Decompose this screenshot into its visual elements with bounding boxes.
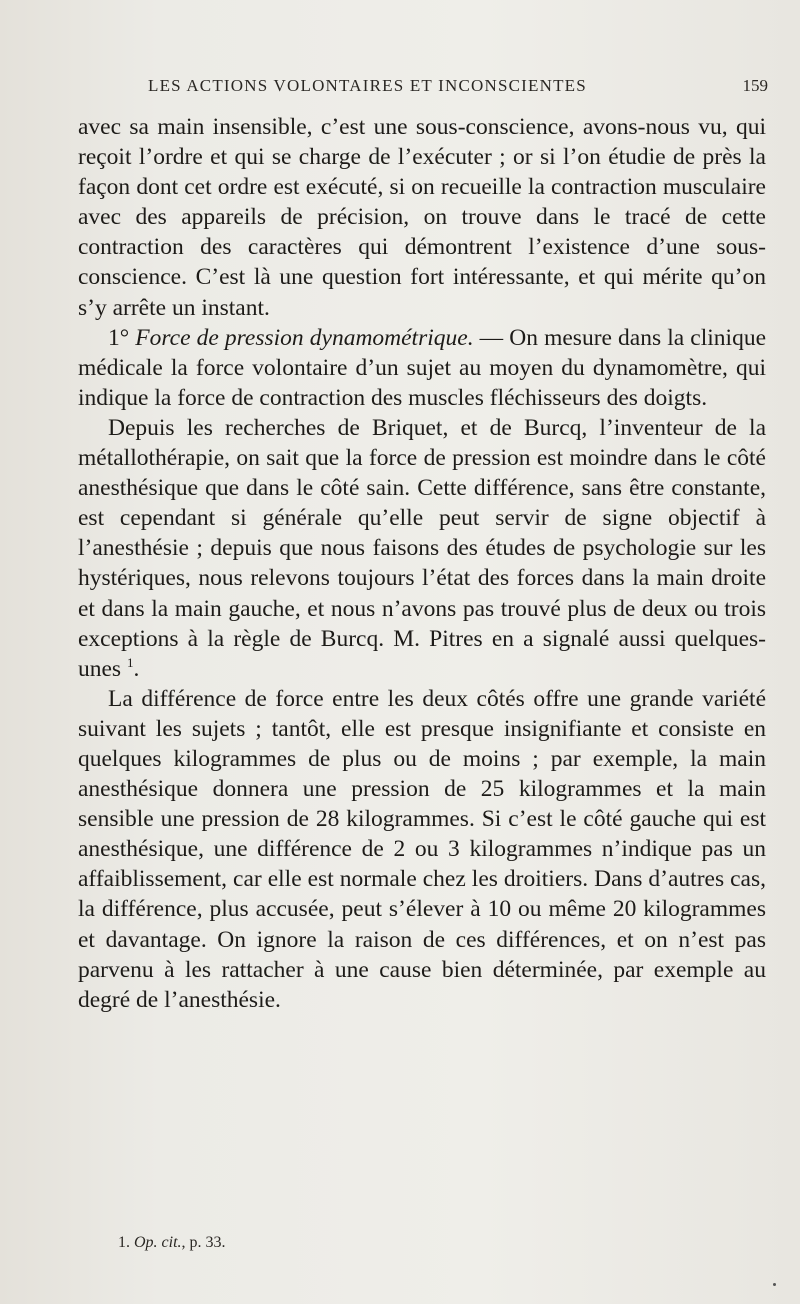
paragraph-3 — [78, 413, 766, 684]
running-head — [148, 76, 768, 96]
section-number: 1° — [108, 324, 130, 351]
body-text — [78, 112, 766, 1015]
paragraph-2 — [78, 323, 766, 413]
paragraph-3-text: Depuis les recherches de Briquet, et de Burcq, l’inventeur de la métallothérapie, on sait que la force de pression est moindre dans le côté anesthésique que dans le côté sain. Cette différence, sans être constante, est cependant si générale qu’elle peut servir de signe objectif à l’anesthésie ; depuis que nous faisons des études de psychologie sur les hystériques, nous relevons toujours l’état des forces dans la main droite et dans la main gauche, et nous n’avons pas trouvé plus de deux ou trois exceptions à la règle de Burcq. M. Pitres en a signalé aussi quelques-unes — [78, 414, 766, 682]
paper-speck-icon — [773, 1283, 776, 1286]
footnote-page-ref: , p. 33. — [181, 1234, 226, 1251]
section-title: Force de pression dynamométrique. — [135, 324, 474, 351]
paragraph-4-text: La différence de force entre les deux côtés offre une grande variété suivant les sujets ; tantôt, elle est presque insignifiante et consiste en quelques kilogrammes de plus ou de moins ; par exemple, la main anesthésique donnera une pression de 25 kilogrammes et la main sensible une pression de 28 kilogrammes. Si c’est le côté gauche qui est anesthésique, une différence de 2 ou 3 kilogrammes n’indique pas un affaiblissement, car elle est normale chez les droitiers. Dans d’autres cas, la différence, plus accusée, peut s’élever à 10 ou même 20 kilogrammes et davantage. On ignore la raison de ces différences, et on n’est pas parvenu à les rattacher à une cause bien déterminée, par exemple au degré de l’anesthésie. — [78, 685, 766, 1013]
paragraph-4 — [78, 684, 766, 1015]
running-title: LES ACTIONS VOLONTAIRES ET INCONSCIENTES — [148, 76, 587, 95]
paragraph-1 — [78, 112, 766, 323]
footnote-number: 1. — [118, 1234, 130, 1251]
page-number: 159 — [742, 76, 768, 95]
footnote-citation: Op. cit. — [134, 1234, 182, 1251]
paragraph-2-text: — On mesure dans la clinique médicale la force volontaire d’un sujet au moyen du dynamomètre, qui indique la force de contraction des muscles fléchisseurs des doigts. — [78, 324, 766, 411]
footnote-reference[interactable]: 1 — [126, 654, 134, 670]
paragraph-3-end: . — [133, 655, 140, 682]
footnote — [118, 1234, 226, 1252]
paragraph-1-text: avec sa main insensible, c’est une sous-conscience, avons-nous vu, qui reçoit l’ordre et qui se charge de l’exécuter ; or si l’on étudie de près la façon dont cet ordre est exécuté, si on recueille la contraction musculaire avec des appareils de précision, on trouve dans le tracé de cette contraction des caractères qui démontrent l’existence d’une sous-conscience. C’est là une question fort intéressante, et qui mérite qu’on s’y arrête un instant. — [78, 114, 766, 321]
